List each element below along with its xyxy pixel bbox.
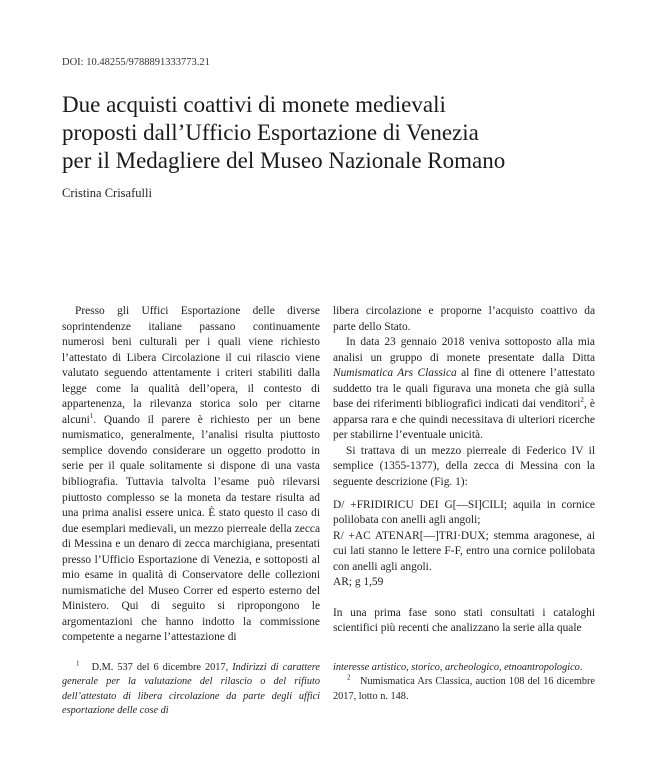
footnotes-left — [62, 661, 320, 719]
doi-line: DOI: 10.48255/9788891333773.21 — [62, 57, 210, 68]
footnote-ref: 2 — [580, 396, 584, 405]
title-line: Due acquisti coattivi di monete medievali — [62, 92, 446, 117]
body-text: . Quando il parere è richiesto per un bene numismatico, generalmente, l’analisi risulta piuttosto semplice dovendo considerare un oggetto prodotto in serie per il quale solitamente si dispone di una vasta bibliografia. Tuttavia talvolta l’esame può rilevarsi piuttosto complesso se la moneta da testare risulta ad una prima analisi essere unica. È stato questo il caso di due esemplari medievali, un mezzo pierreale della zecca di Messina e un denaro di zecca marchigiana, presentati presso l’Ufficio Esportazione di Venezia, e sottoposti al mio esame in qualità di Conservatore delle collezioni numismatiche del Museo Correr ed esperto esterno del Ministero. Qui di seguito si ripropongono le argomentazioni che hanno indotto la commissione competente a negarne l’attestazione di — [62, 413, 320, 644]
title-line: per il Medagliere del Museo Nazionale Romano — [62, 148, 506, 173]
footnote-1-continued — [333, 661, 595, 675]
footnote-number: 1 — [76, 659, 80, 668]
body-paragraph — [62, 304, 320, 646]
body-text: al fine di ottenere l’attestato suddetto tra le quali figurava una moneta che già sulla base dei riferimenti bibliografici indicati dai venditori — [333, 367, 595, 411]
body-text: In data 23 gennaio 2018 veniva sottoposto alla mia analisi un gruppo di monete presentate dalla Ditta — [333, 336, 595, 364]
footnote-italic: interesse artistico, storico, archeologico, etnoantropologico — [333, 662, 580, 673]
footnote-text: . — [579, 662, 583, 673]
footnote-text: D.M. 537 del 6 dicembre 2017, — [91, 662, 233, 673]
coin-description-obverse: D/ +FRIDIRICU DEI G[—SI]CILI; aquila in cornice polilobata con anelli agli angoli; — [333, 498, 595, 527]
footnote-number: 2 — [347, 673, 351, 682]
footnote-2 — [333, 675, 595, 704]
body-paragraph — [333, 335, 595, 444]
title-line: proposti dall’Ufficio Esportazione di Venezia — [62, 120, 479, 145]
body-paragraph: In una prima fase sono stati consultati i cataloghi scientifici più recenti che analizzano la serie alla quale — [333, 606, 595, 635]
footnote-italic: Indirizzi di carattere generale per la valutazione del rilascio o del rifiuto dell’attestato di libera circolazione da parte degli uffici esportazione delle cose di — [62, 662, 320, 717]
coin-description-metal-weight: AR; g 1,59 — [333, 576, 384, 589]
left-column — [62, 304, 320, 646]
article-title — [62, 91, 602, 175]
author-name: Cristina Crisafulli — [62, 186, 152, 200]
italic-text: Numismatica Ars Classica — [333, 367, 457, 380]
coin-description-reverse: R/ +AC ATENAR[—]TRI·DUX; stemma aragonese, ai cui lati stanno le lettere F-F, entro una cornice polilobata con anelli agli angoli. — [333, 529, 595, 573]
body-text: Presso gli Uffici Esportazione delle diverse soprintendenze italiane passano continuamente numerosi beni culturali per i quali viene richiesto l’attestato di Libera Circolazione il cui rilascio viene valutato seguendo attentamente i criteri stabiliti dalla legge come la qualità dell’opera, il contesto di appartenenza, la rilevanza storica solo per citarne alcuni — [62, 305, 320, 426]
footnote-text: Numismatica Ars Classica, auction 108 del 16 dicembre 2017, lotto n. 148. — [333, 676, 595, 702]
footnote-1 — [62, 661, 320, 719]
body-paragraph: libera circolazione e proporne l’acquisto coattivo da parte dello Stato. — [333, 305, 595, 333]
footnotes-right — [333, 661, 595, 704]
footnote-ref: 1 — [89, 412, 94, 421]
right-column — [333, 304, 595, 637]
body-text: , è apparsa rara e che quindi necessitava di ulteriori ricerche per stabilirne l’eventuale unicità. — [333, 398, 595, 442]
body-paragraph: Si trattava di un mezzo pierreale di Federico IV il semplice (1355-1377), della zecca di Messina con la seguente descrizione (Fig. 1): — [333, 444, 595, 489]
